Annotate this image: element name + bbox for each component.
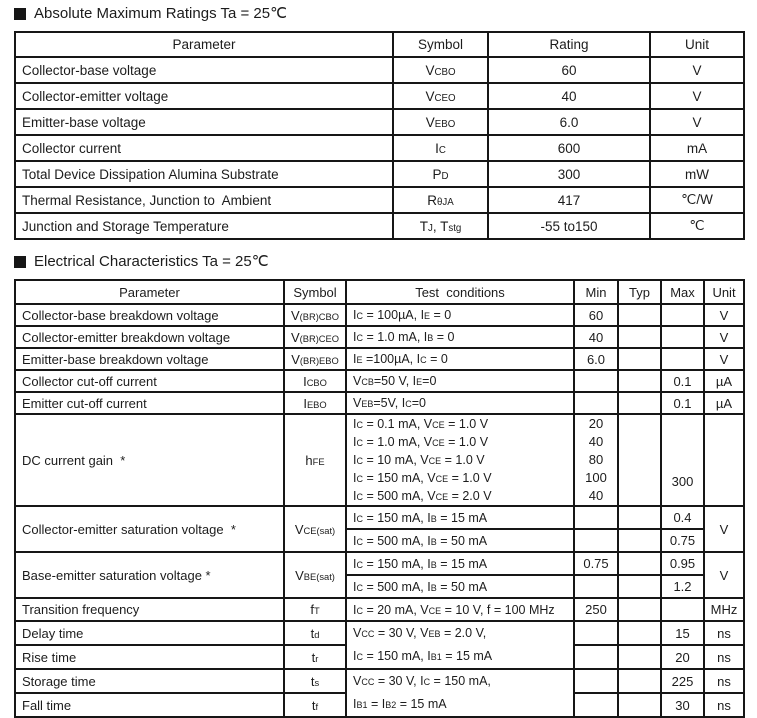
cell-test-conditions: VCB=50 V, IE=0 [346, 370, 574, 392]
col-header-rating: Rating [488, 32, 650, 57]
table-row [15, 57, 744, 83]
cell-symbol: fT [284, 598, 346, 621]
table-row [15, 669, 744, 693]
elec-char-title: Electrical Characteristics Ta = 25℃ [34, 253, 269, 270]
cell-symbol: tr [284, 645, 346, 669]
table-row [15, 304, 744, 326]
cell-symbol: IEBO [284, 392, 346, 414]
cell-parameter: Collector-base breakdown voltage [15, 304, 284, 326]
cell-max: 225 [661, 669, 704, 693]
cell-symbol: V(BR)CBO [284, 304, 346, 326]
cell-max [661, 326, 704, 348]
table-row [15, 506, 744, 529]
test-condition-line: IC = 150 mA, IB1 = 15 mA [353, 649, 493, 663]
cell-min: 60 [574, 304, 618, 326]
cell-symbol: TJ, Tstg [393, 213, 488, 239]
cell-parameter: Delay time [15, 621, 284, 645]
table-header-row [15, 32, 744, 57]
cell-parameter: Fall time [15, 693, 284, 717]
cell-symbol: tf [284, 693, 346, 717]
test-condition-line: IB1 = IB2 = 15 mA [353, 697, 447, 711]
cell-symbol: RθJA [393, 187, 488, 213]
cell-test-conditions: IC = 150 mA, IB = 15 mA [346, 506, 574, 529]
cell-parameter: Collector-emitter breakdown voltage [15, 326, 284, 348]
cell-symbol: VCE(sat) [284, 506, 346, 552]
cell-rating: 600 [488, 135, 650, 161]
cell-symbol: PD [393, 161, 488, 187]
cell-test-conditions: IC = 100µA, IE = 0 [346, 304, 574, 326]
cell-rating: -55 to150 [488, 213, 650, 239]
cell-min [574, 506, 618, 529]
cell-unit: ns [704, 693, 744, 717]
cell-rating: 60 [488, 57, 650, 83]
cell-parameter: DC current gain * [15, 414, 284, 506]
cell-typ [618, 370, 661, 392]
cell-parameter: Base-emitter saturation voltage * [15, 552, 284, 598]
col-header-symbol: Symbol [393, 32, 488, 57]
cell-min: 6.0 [574, 348, 618, 370]
cell-unit: mW [650, 161, 744, 187]
cell-unit: MHz [704, 598, 744, 621]
table-row [15, 348, 744, 370]
col-header-typ: Typ [618, 280, 661, 304]
cell-parameter: Emitter cut-off current [15, 392, 284, 414]
cell-unit: ℃/W [650, 187, 744, 213]
cell-typ [618, 529, 661, 552]
elec-char-table [14, 279, 745, 718]
col-header-parameter: Parameter [15, 32, 393, 57]
cell-typ [618, 326, 661, 348]
cell-max: 300 [661, 414, 704, 506]
cell-max [661, 598, 704, 621]
cell-unit: V [650, 57, 744, 83]
col-header-parameter: Parameter [15, 280, 284, 304]
cell-typ [618, 669, 661, 693]
cell-max: 0.1 [661, 392, 704, 414]
cell-parameter: Collector-emitter voltage [15, 83, 393, 109]
cell-max [661, 348, 704, 370]
min-value-line: 20 [588, 416, 604, 431]
cell-test-conditions: IE =100µA, IC = 0 [346, 348, 574, 370]
cell-symbol: td [284, 621, 346, 645]
abs-max-title: Absolute Maximum Ratings Ta = 25℃ [34, 5, 287, 22]
cell-test-conditions [346, 414, 574, 506]
cell-symbol: ICBO [284, 370, 346, 392]
table-row [15, 621, 744, 645]
cell-max: 15 [661, 621, 704, 645]
cell-symbol: V(BR)EBO [284, 348, 346, 370]
cell-max: 0.4 [661, 506, 704, 529]
cell-rating: 40 [488, 83, 650, 109]
cell-symbol: VEBO [393, 109, 488, 135]
cell-symbol: VBE(sat) [284, 552, 346, 598]
cell-typ [618, 304, 661, 326]
cell-typ [618, 552, 661, 575]
cell-parameter: Rise time [15, 645, 284, 669]
cell-typ [618, 414, 661, 506]
table-row [15, 213, 744, 239]
cell-rating: 300 [488, 161, 650, 187]
cell-rating: 417 [488, 187, 650, 213]
cell-test-conditions: IC = 500 mA, IB = 50 mA [346, 529, 574, 552]
cell-unit: ns [704, 669, 744, 693]
cell-test-conditions [346, 669, 574, 717]
min-value-line: 80 [588, 452, 604, 467]
cell-min [574, 392, 618, 414]
cell-test-conditions: IC = 1.0 mA, IB = 0 [346, 326, 574, 348]
cell-unit: V [650, 83, 744, 109]
table-row [15, 135, 744, 161]
cell-min [574, 370, 618, 392]
cell-parameter: Collector-base voltage [15, 57, 393, 83]
cell-symbol: hFE [284, 414, 346, 506]
table-row [15, 326, 744, 348]
cell-rating: 6.0 [488, 109, 650, 135]
cell-unit: mA [650, 135, 744, 161]
cell-test-conditions [346, 621, 574, 669]
cell-symbol: VCEO [393, 83, 488, 109]
cell-unit [704, 414, 744, 506]
cell-parameter: Junction and Storage Temperature [15, 213, 393, 239]
test-condition-line: IC = 150 mA, VCE = 1.0 V [353, 471, 492, 485]
cell-min: 0.75 [574, 552, 618, 575]
col-header-min: Min [574, 280, 618, 304]
cell-typ [618, 506, 661, 529]
table-header-row [15, 280, 744, 304]
test-condition-line: VCC = 30 V, IC = 150 mA, [353, 674, 491, 688]
abs-max-table [14, 31, 745, 240]
col-header-symbol: Symbol [284, 280, 346, 304]
cell-typ [618, 575, 661, 598]
cell-test-conditions: VEB=5V, IC=0 [346, 392, 574, 414]
table-row [15, 552, 744, 575]
cell-test-conditions: IC = 150 mA, IB = 15 mA [346, 552, 574, 575]
cell-min [574, 529, 618, 552]
cell-typ [618, 693, 661, 717]
cell-min: 40 [574, 326, 618, 348]
cell-unit: V [704, 552, 744, 598]
cell-unit: ℃ [650, 213, 744, 239]
cell-symbol: ts [284, 669, 346, 693]
cell-parameter: Transition frequency [15, 598, 284, 621]
test-condition-line: VCC = 30 V, VEB = 2.0 V, [353, 626, 487, 640]
cell-typ [618, 598, 661, 621]
table-row-hfe [15, 414, 744, 506]
test-condition-line: IC = 500 mA, VCE = 2.0 V [353, 489, 492, 503]
cell-parameter: Storage time [15, 669, 284, 693]
cell-min [574, 669, 618, 693]
col-header-unit: Unit [650, 32, 744, 57]
cell-max: 20 [661, 645, 704, 669]
table-row [15, 187, 744, 213]
cell-typ [618, 621, 661, 645]
test-condition-line: IC = 1.0 mA, VCE = 1.0 V [353, 435, 489, 449]
cell-min: 250 [574, 598, 618, 621]
cell-typ [618, 348, 661, 370]
min-value-line: 100 [585, 470, 607, 485]
test-condition-line: IC = 10 mA, VCE = 1.0 V [353, 453, 485, 467]
cell-unit: µA [704, 392, 744, 414]
cell-parameter: Collector current [15, 135, 393, 161]
cell-test-conditions: IC = 20 mA, VCE = 10 V, f = 100 MHz [346, 598, 574, 621]
cell-parameter: Collector-emitter saturation voltage * [15, 506, 284, 552]
cell-unit: V [704, 326, 744, 348]
cell-min [574, 621, 618, 645]
cell-parameter: Thermal Resistance, Junction to Ambient [15, 187, 393, 213]
test-condition-line: IC = 0.1 mA, VCE = 1.0 V [353, 417, 489, 431]
cell-max: 0.1 [661, 370, 704, 392]
cell-typ [618, 645, 661, 669]
cell-parameter: Emitter-base breakdown voltage [15, 348, 284, 370]
cell-unit: V [704, 348, 744, 370]
cell-unit: µA [704, 370, 744, 392]
cell-min [574, 693, 618, 717]
min-value-line: 40 [588, 488, 604, 503]
cell-unit: ns [704, 645, 744, 669]
cell-parameter: Collector cut-off current [15, 370, 284, 392]
cell-unit: V [650, 109, 744, 135]
min-value-line: 40 [588, 434, 604, 449]
cell-max: 0.95 [661, 552, 704, 575]
cell-unit: V [704, 506, 744, 552]
table-row [15, 83, 744, 109]
abs-max-section-title [14, 5, 743, 23]
section-bullet-icon [14, 8, 26, 20]
col-header-unit: Unit [704, 280, 744, 304]
col-header-max: Max [661, 280, 704, 304]
cell-symbol: IC [393, 135, 488, 161]
cell-typ [618, 392, 661, 414]
cell-parameter: Emitter-base voltage [15, 109, 393, 135]
cell-parameter: Total Device Dissipation Alumina Substrate [15, 161, 393, 187]
table-row [15, 370, 744, 392]
cell-symbol: VCBO [393, 57, 488, 83]
table-row [15, 598, 744, 621]
table-row [15, 161, 744, 187]
table-row [15, 109, 744, 135]
cell-min [574, 645, 618, 669]
col-header-test-conditions: Test conditions [346, 280, 574, 304]
cell-max [661, 304, 704, 326]
cell-min [574, 414, 618, 506]
section-bullet-icon [14, 256, 26, 268]
cell-symbol: V(BR)CEO [284, 326, 346, 348]
elec-char-section-title [14, 253, 743, 271]
cell-test-conditions: IC = 500 mA, IB = 50 mA [346, 575, 574, 598]
cell-max: 0.75 [661, 529, 704, 552]
cell-min [574, 575, 618, 598]
cell-max: 30 [661, 693, 704, 717]
cell-unit: ns [704, 621, 744, 645]
table-row [15, 392, 744, 414]
cell-max: 1.2 [661, 575, 704, 598]
cell-unit: V [704, 304, 744, 326]
